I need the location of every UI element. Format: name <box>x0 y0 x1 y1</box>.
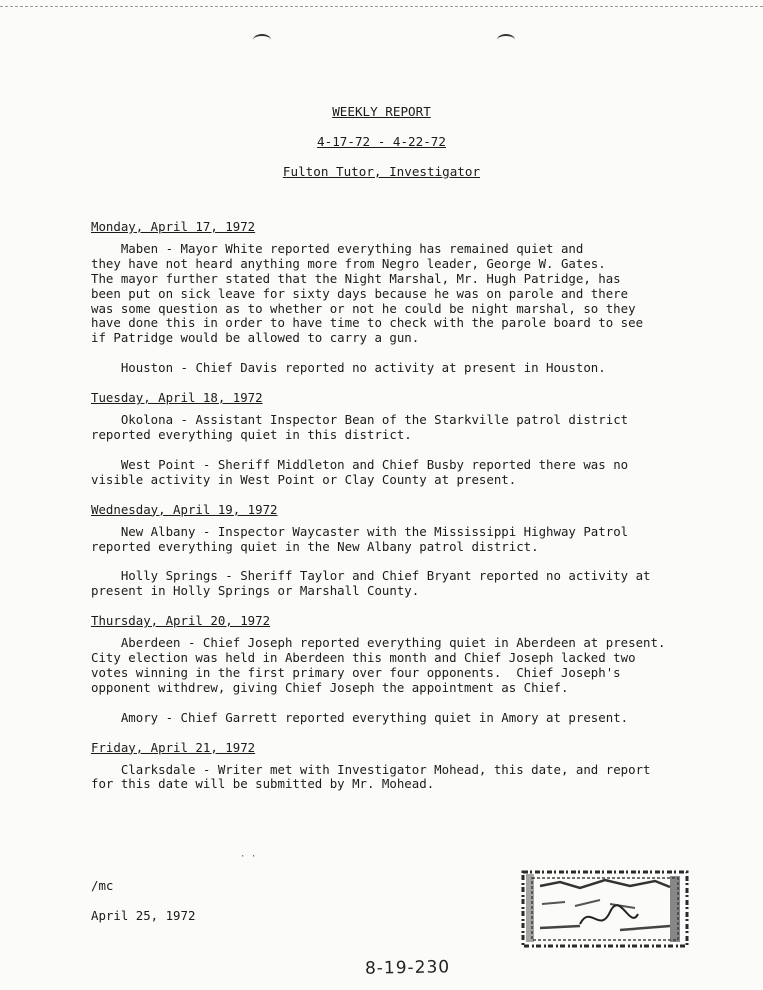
day-heading: Thursday, April 20, 1972 <box>91 613 271 629</box>
archive-stamp-icon <box>520 864 692 950</box>
report-paragraph: Amory - Chief Garrett reported everything quiet in Amory at present. <box>91 709 629 725</box>
day-section-thursday <box>91 614 691 725</box>
day-section-monday <box>91 220 691 376</box>
punch-mark-left <box>253 34 271 46</box>
report-paragraph: West Point - Sheriff Middleton and Chief Busby reported there was no visible activity in West Point or Clay County at present. <box>91 456 629 487</box>
report-title: WEEKLY REPORT <box>332 104 431 119</box>
day-heading: Friday, April 21, 1972 <box>91 739 256 755</box>
signature-date: April 25, 1972 <box>91 908 196 923</box>
typist-initials: /mc <box>91 878 114 893</box>
scan-specks: · · <box>240 852 257 862</box>
day-heading: Tuesday, April 18, 1972 <box>91 390 263 406</box>
report-paragraph: Maben - Mayor White reported everything has remained quiet and they have not heard anything more from Negro leader, George W. Gates. The mayor further stated that the Night Marshal, Mr. Hugh Patridge, has been put on sick leave for sixty days because he was on parole and there was some question as to whether or not he could be night marshal, so they have done this in order to have time to check with the parole board to see if Patridge would be allowed to carry a gun. <box>91 240 644 346</box>
report-paragraph: Houston - Chief Davis reported no activity at present in Houston. <box>91 360 606 376</box>
report-author: Fulton Tutor, Investigator <box>282 164 481 179</box>
page-top-edge <box>0 0 763 7</box>
day-heading: Wednesday, April 19, 1972 <box>91 501 278 517</box>
report-body <box>91 220 691 807</box>
day-section-wednesday <box>91 503 691 600</box>
day-heading: Monday, April 17, 1972 <box>91 219 256 234</box>
punch-mark-right <box>497 34 515 46</box>
day-section-friday <box>91 741 691 793</box>
report-date-range: 4-17-72 - 4-22-72 <box>317 134 446 149</box>
report-paragraph: New Albany - Inspector Waycaster with the Mississippi Highway Patrol reported everything quiet in the New Albany patrol district. <box>91 523 629 554</box>
day-section-tuesday <box>91 391 691 488</box>
report-paragraph: Clarksdale - Writer met with Investigator Mohead, this date, and report for this date will be submitted by Mr. Mohead. <box>91 761 651 792</box>
report-paragraph: Aberdeen - Chief Joseph reported everything quiet in Aberdeen at present. City election was held in Aberdeen this month and Chief Joseph lacked two votes winning in the first primary over four opponents. Chief Joseph's opponent withdrew, giving Chief Joseph the appointment as Chief. <box>91 635 666 695</box>
report-paragraph: Holly Springs - Sheriff Taylor and Chief Bryant reported no activity at present in Holly Springs or Marshall County. <box>91 568 651 599</box>
report-paragraph: Okolona - Assistant Inspector Bean of the Starkville patrol district reported everything quiet in this district. <box>91 412 629 442</box>
handwritten-file-number: 8-19-230 <box>364 957 451 979</box>
